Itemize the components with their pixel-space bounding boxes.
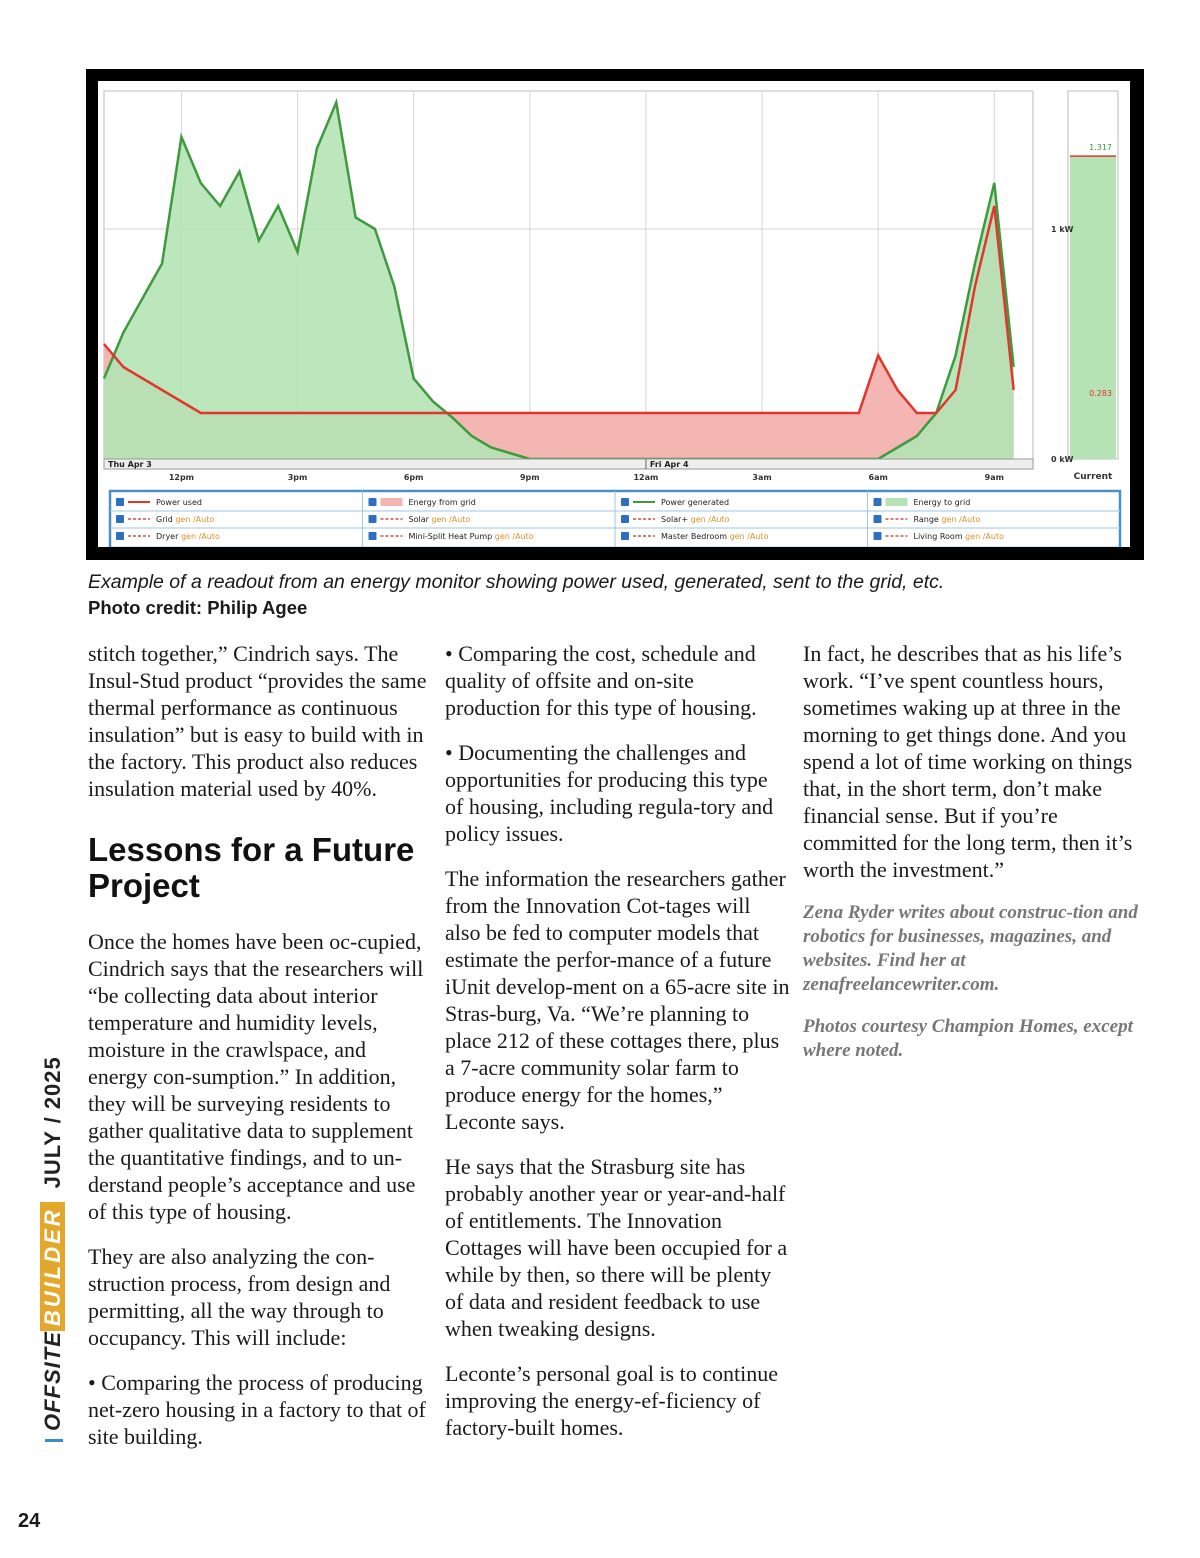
paragraph: Once the homes have been oc-cupied, Cindrich says that the researchers will “be collecting data about interior temperature and humidity levels, moisture in the crawlspace, and energy con-sumption.” In addition, they will be surveying residents to gather qualitative data to supplement the quantitative findings, and to un-derstand people’s acceptance and use of this type of housing. [88, 929, 424, 1224]
x-tick-label: 3am [752, 473, 772, 482]
current-generated-bar [1070, 156, 1116, 459]
issue-date: JULY / 2025 [40, 1056, 65, 1189]
bullet-item: • Comparing the cost, schedule and quality of offsite and on-site production for this type of housing. [445, 641, 757, 720]
legend-swatch [886, 498, 908, 506]
x-tick-label: 6am [868, 473, 888, 482]
y-tick-label: 1 kW [1051, 225, 1074, 234]
legend-swatch [381, 498, 403, 506]
x-tick-label: 6pm [403, 473, 424, 482]
bullet-item: • Documenting the challenges and opportunities for producing this type of housing, including regula-tory and policy issues. [445, 740, 774, 846]
y-tick-label: 0 kW [1051, 455, 1074, 464]
date-strip [104, 459, 1033, 469]
legend-checkbox [369, 532, 377, 540]
legend-suffix: gen /Auto [172, 515, 215, 524]
paragraph: He says that the Strasburg site has probably another year or year-and-half of entitlements. The Innovation Cottages will have been occupied for a while by then, so there will be plenty of data and resident feedback to use when tweaking designs. [445, 1154, 788, 1341]
brand-offsite: OFFSITE [40, 1331, 65, 1431]
caption-text: Example of a readout from an energy monitor showing power used, generated, sent to the grid, etc. [88, 571, 945, 593]
legend-checkbox [116, 498, 124, 506]
legend-label: Grid gen /Auto [156, 515, 215, 524]
legend-checkbox [116, 532, 124, 540]
legend-checkbox [621, 498, 629, 506]
current-generated-value: 1.317 [1089, 143, 1112, 153]
photos-credit: Photos courtesy Champion Homes, except where noted. [803, 1016, 1133, 1061]
legend-suffix: gen /Auto [428, 515, 471, 524]
legend-label: Solar gen /Auto [408, 515, 471, 524]
legend-label: Energy to grid [913, 498, 971, 507]
x-tick-label: 12pm [168, 473, 195, 482]
legend-suffix: gen /Auto [492, 532, 534, 541]
column-3 [803, 640, 1153, 1081]
legend-checkbox [874, 515, 882, 523]
legend-suffix: gen /Auto [178, 532, 220, 541]
column-1 [88, 640, 428, 1468]
paragraph: Leconte’s personal goal is to continue improving the energy-ef-ficiency of factory-built homes. [445, 1361, 778, 1440]
legend-checkbox [621, 532, 629, 540]
legend-suffix: gen /Auto [727, 532, 769, 541]
legend-label: Solar+ gen /Auto [661, 515, 730, 524]
brand-accent-bar [45, 1439, 63, 1442]
paragraph: stitch together,” Cindrich says. The Insul-Stud product “provides the same thermal performance as continuous insulation” but is easy to build with in the factory. This product also reduces insulation material used by 40%. [88, 641, 427, 801]
energy-chart-svg [98, 81, 1130, 547]
x-tick-label: 9pm [519, 473, 540, 482]
magazine-sidebar [40, 1056, 66, 1442]
current-used-value: 0.283 [1089, 388, 1112, 398]
chart-frame [86, 69, 1144, 560]
bullet-item: • Comparing the process of producing net-zero housing in a factory to that of site building. [88, 1370, 426, 1449]
brand-builder: BUILDER [40, 1202, 65, 1331]
legend-checkbox [874, 532, 882, 540]
legend-label: Power generated [661, 498, 730, 507]
date-label: Fri Apr 4 [649, 460, 689, 469]
legend-checkbox [621, 515, 629, 523]
legend-label: Power used [156, 498, 202, 507]
legend-checkbox [116, 515, 124, 523]
legend-label: Dryer gen /Auto [156, 532, 220, 541]
x-tick-label: 12am [633, 473, 659, 482]
x-tick-label: 3pm [287, 473, 308, 482]
author-bio: Zena Ryder writes about construc-tion and robotics for businesses, magazines, and websites. Find her at zenafreelancewriter.com. [803, 902, 1138, 995]
legend-label: Energy from grid [408, 498, 476, 507]
column-2 [445, 640, 790, 1459]
legend-checkbox [369, 498, 377, 506]
paragraph: They are also analyzing the con-struction process, from design and permitting, all the way through to occupancy. This will include: [88, 1244, 391, 1350]
legend-suffix: gen /Auto [688, 515, 730, 524]
legend-label: Range gen /Auto [913, 515, 981, 524]
x-tick-label: 9am [984, 473, 1004, 482]
legend-label: Mini-Split Heat Pump gen /Auto [408, 532, 534, 541]
photo-credit: Photo credit: Philip Agee [88, 597, 308, 618]
legend-label: Master Bedroom gen /Auto [661, 532, 769, 541]
paragraph: The information the researchers gather from the Innovation Cot-tages will also be fed to computer models that estimate the perfor-mance of a future iUnit develop-ment on a 65-acre site in Stras-burg, Va. “We’re planning to place 212 of these cottages there, plus a 7-acre community solar farm to produce energy for the homes,” Leconte says. [445, 866, 790, 1134]
figure-caption [88, 570, 1158, 620]
legend-suffix: gen /Auto [962, 532, 1005, 541]
page-number: 24 [18, 1510, 41, 1532]
energy-chart [98, 81, 1130, 547]
legend-checkbox [369, 515, 377, 523]
legend-checkbox [874, 498, 882, 506]
paragraph: In fact, he describes that as his life’s work. “I’ve spent countless hours, sometimes waking up at three in the morning to get things done. And you spend a lot of time working on things that, in the short term, don’t make financial sense. But if you’re committed for the long term, then it’s worth the investment.” [803, 641, 1133, 882]
date-label: Thu Apr 3 [108, 460, 152, 469]
legend-label: Living Room gen /Auto [913, 532, 1005, 541]
legend-suffix: gen /Auto [938, 515, 981, 524]
current-label: Current [1073, 472, 1113, 482]
section-heading: Lessons for a Future Project [88, 831, 415, 904]
